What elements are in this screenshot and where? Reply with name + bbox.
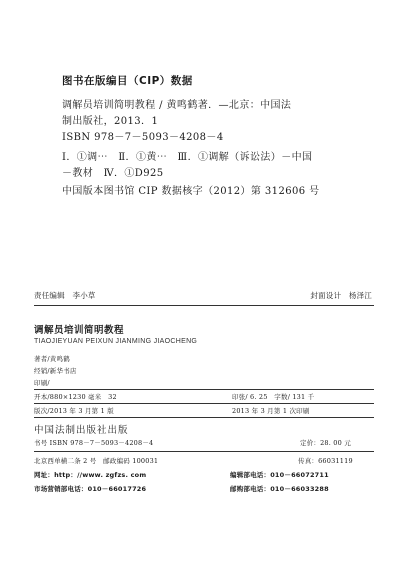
cip-title-line: 调解员培训简明教程 / 黄鸣鹤著．—北京：中国法 <box>62 100 292 111</box>
divider-top <box>34 305 374 306</box>
responsible-editor: 责任编辑 李小草 <box>34 291 96 300</box>
impression-line: 2013 年 3 月第 1 次印刷 <box>232 407 310 415</box>
author-line: 著者/黄鸣鹤 <box>34 355 70 363</box>
printing-line: 印刷/ <box>34 379 50 387</box>
format-line: 开本/880×1230 毫米 32 <box>34 393 117 401</box>
price: 定价：28. 00 元 <box>300 439 351 447</box>
distributor-line: 经销/新华书店 <box>34 367 77 375</box>
cip-subject-line: Ⅰ．①调⋯ Ⅱ．①黄⋯ Ⅲ．①调解（诉讼法）－中国 <box>62 152 313 163</box>
publisher-isbn: 书号 ISBN 978－7－5093－4208－4 <box>34 439 154 447</box>
cip-heading: 图书在版编目（CIP）数据 <box>62 75 193 87</box>
divider-contact <box>34 451 374 452</box>
cip-record-number: 中国版本图书馆 CIP 数据核字（2012）第 312606 号 <box>62 186 320 197</box>
cip-isbn: ISBN 978－7－5093－4208－4 <box>62 132 224 143</box>
cover-designer: 封面设计 杨泽江 <box>310 291 372 300</box>
fax-number: 传真：66031119 <box>298 457 353 465</box>
mail-order-phone: 邮购部电话：010－66033288 <box>230 485 329 493</box>
cip-publisher-line: 制出版社，2013．1 <box>62 116 159 127</box>
book-title: 调解员培训简明教程 <box>34 325 125 336</box>
cip-classification-line: －教材 Ⅳ．①D925 <box>62 168 164 179</box>
marketing-phone: 市场营销部电话：010－66017726 <box>34 485 147 493</box>
divider-format <box>34 389 374 390</box>
publisher-name: 中国法制出版社出版 <box>34 425 129 436</box>
book-title-pinyin: TIAOJIEYUAN PEIXUN JIANMING JIAOCHENG <box>34 338 198 345</box>
publisher-address: 北京西单横二条 2 号 邮政编码 100031 <box>34 457 159 465</box>
divider-publisher <box>34 417 374 418</box>
sheets-words-line: 印张/ 6. 25 字数/ 131 千 <box>232 393 315 401</box>
divider-edition <box>34 403 374 404</box>
website-link: 网址：http：//www. zgfzs. com <box>34 471 147 479</box>
editorial-phone: 编辑部电话：010－66072711 <box>230 471 329 479</box>
edition-line: 版次/2013 年 3 月第 1 版 <box>34 407 114 415</box>
